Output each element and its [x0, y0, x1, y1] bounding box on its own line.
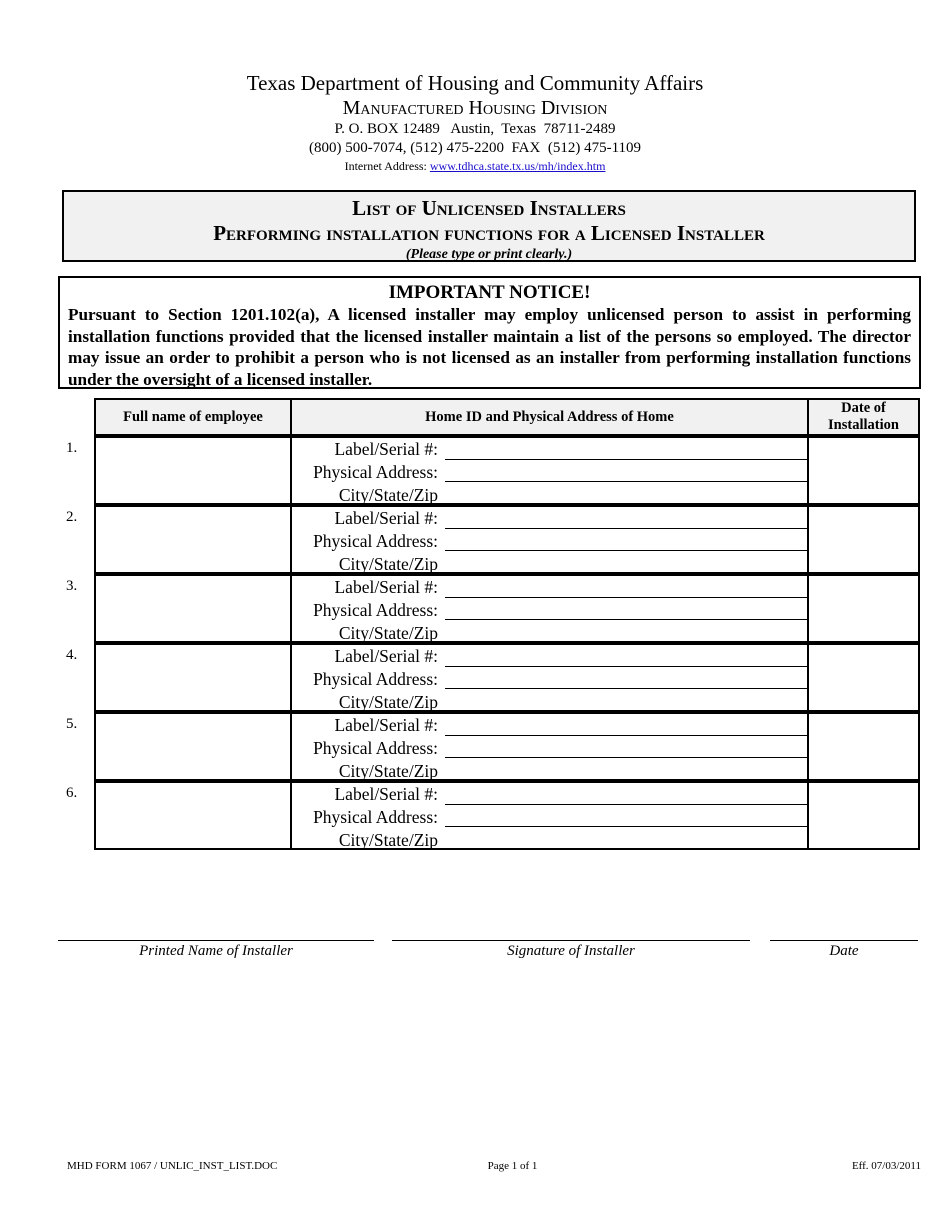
- field-label-city: City/State/Zip: [338, 623, 438, 643]
- internet-address: [0, 158, 950, 174]
- form-instruction: (Please type or print clearly.): [405, 247, 573, 262]
- installation-date-cell[interactable]: [807, 781, 920, 850]
- field-label-city: City/State/Zip: [338, 830, 438, 850]
- installation-date-cell[interactable]: [807, 436, 920, 505]
- letterhead: [0, 70, 950, 174]
- website-link[interactable]: www.tdhca.state.tx.us/mh/index.htm: [429, 159, 606, 173]
- serial-input-line[interactable]: [445, 459, 809, 460]
- date-label: Date: [829, 943, 859, 959]
- field-label-city: City/State/Zip: [338, 692, 438, 712]
- field-label-address: Physical Address:: [313, 738, 438, 758]
- employee-name-cell[interactable]: [94, 505, 292, 574]
- address-input-line[interactable]: [445, 481, 809, 482]
- printed-name-label: Printed Name of Installer: [139, 943, 293, 959]
- employee-name-cell[interactable]: [94, 436, 292, 505]
- table-row: [0, 505, 950, 574]
- table-row: [0, 574, 950, 643]
- home-address-cell: [290, 643, 809, 712]
- field-label-address: Physical Address:: [313, 531, 438, 551]
- table-row: [0, 643, 950, 712]
- field-label-address: Physical Address:: [313, 807, 438, 827]
- phone-fax: (800) 500-7074, (512) 475-2200 FAX (512) 475-1109: [308, 140, 642, 156]
- form-id: MHD FORM 1067 / UNLIC_INST_LIST.DOC: [67, 1160, 278, 1172]
- installation-date-cell[interactable]: [807, 505, 920, 574]
- serial-input-line[interactable]: [445, 804, 809, 805]
- form-title-box: [62, 190, 916, 262]
- row-number: 4.: [66, 647, 78, 663]
- effective-date: Eff. 07/03/2011: [851, 1160, 921, 1172]
- form-title: List of Unlicensed Installers: [352, 196, 626, 220]
- field-label-city: City/State/Zip: [338, 761, 438, 781]
- field-label-serial: Label/Serial #:: [334, 439, 438, 459]
- important-notice: [58, 276, 921, 389]
- field-label-address: Physical Address:: [313, 600, 438, 620]
- printed-name-line[interactable]: [58, 940, 374, 941]
- field-label-address: Physical Address:: [313, 462, 438, 482]
- address-input-line[interactable]: [445, 619, 809, 620]
- header-installation-date: Date of Installation: [807, 398, 920, 436]
- header-employee-name: Full name of employee: [94, 398, 292, 436]
- serial-input-line[interactable]: [445, 597, 809, 598]
- signature-line[interactable]: [392, 940, 750, 941]
- mailing-address: P. O. BOX 12489 Austin, Texas 78711-2489: [334, 121, 616, 137]
- employee-name-cell[interactable]: [94, 712, 292, 781]
- serial-input-line[interactable]: [445, 735, 809, 736]
- table-row: [0, 712, 950, 781]
- row-number: 2.: [66, 509, 78, 525]
- table-row: [0, 781, 950, 850]
- signature-label: Signature of Installer: [507, 943, 635, 959]
- field-label-city: City/State/Zip: [338, 485, 438, 505]
- table-row: [0, 436, 950, 505]
- row-number: 5.: [66, 716, 78, 732]
- page-number: Page 1 of 1: [487, 1160, 538, 1172]
- row-number: 6.: [66, 785, 78, 801]
- address-input-line[interactable]: [445, 757, 809, 758]
- field-label-serial: Label/Serial #:: [334, 577, 438, 597]
- home-address-cell: [290, 505, 809, 574]
- field-label-serial: Label/Serial #:: [334, 508, 438, 528]
- installation-date-cell[interactable]: [807, 574, 920, 643]
- employee-name-cell[interactable]: [94, 574, 292, 643]
- field-label-serial: Label/Serial #:: [334, 784, 438, 804]
- address-input-line[interactable]: [445, 826, 809, 827]
- row-number: 1.: [66, 440, 78, 456]
- address-input-line[interactable]: [445, 550, 809, 551]
- serial-input-line[interactable]: [445, 666, 809, 667]
- field-label-serial: Label/Serial #:: [334, 715, 438, 735]
- field-label-city: City/State/Zip: [338, 554, 438, 574]
- notice-heading: IMPORTANT NOTICE!: [388, 282, 591, 303]
- form-subtitle: Performing installation functions for a Licensed Installer: [213, 221, 765, 245]
- home-address-cell: [290, 574, 809, 643]
- home-address-cell: [290, 436, 809, 505]
- internet-label: Internet Address:: [344, 159, 427, 173]
- field-label-address: Physical Address:: [313, 669, 438, 689]
- address-input-line[interactable]: [445, 688, 809, 689]
- installation-date-cell[interactable]: [807, 643, 920, 712]
- date-line[interactable]: [770, 940, 918, 941]
- division-name: Manufactured Housing Division: [342, 97, 608, 119]
- home-address-cell: [290, 781, 809, 850]
- header-home-id-address: Home ID and Physical Address of Home: [290, 398, 809, 436]
- agency-name: Texas Department of Housing and Community Affairs: [246, 71, 704, 95]
- serial-input-line[interactable]: [445, 528, 809, 529]
- employee-name-cell[interactable]: [94, 781, 292, 850]
- employee-name-cell[interactable]: [94, 643, 292, 712]
- notice-body: Pursuant to Section 1201.102(a), A licensed installer may employ unlicensed person to assist in performing installation functions provided that the licensed installer maintain a list of the persons so employed. The director may issue an order to prohibit a person who is not licensed as an installer from performing installation functions under the oversight of a licensed installer.: [68, 305, 911, 389]
- row-number: 3.: [66, 578, 78, 594]
- home-address-cell: [290, 712, 809, 781]
- field-label-serial: Label/Serial #:: [334, 646, 438, 666]
- installation-date-cell[interactable]: [807, 712, 920, 781]
